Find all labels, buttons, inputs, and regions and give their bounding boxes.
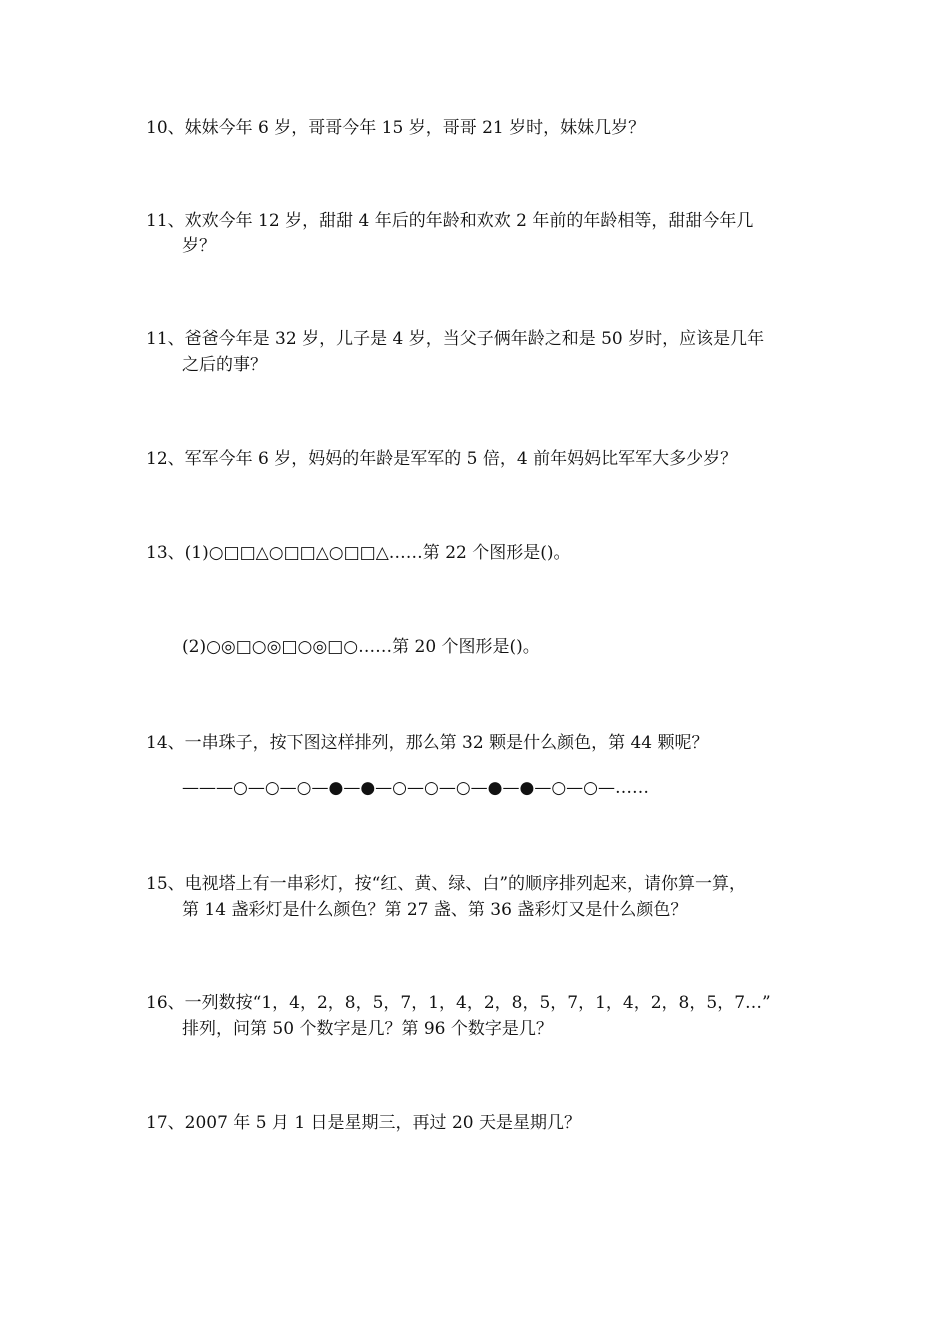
question-13-part-2: (2)○◎□○◎□○◎□○……第 20 个图形是()。 xyxy=(182,637,540,657)
question-16-line-2: 排列，问第 50 个数字是几？第 96 个数字是几？ xyxy=(182,1019,553,1039)
question-12: 12、军军今年 6 岁，妈妈的年龄是军军的 5 倍，4 前年妈妈比军军大多少岁？ xyxy=(146,449,738,469)
question-17: 17、2007 年 5 月 1 日是星期三，再过 20 天是星期几？ xyxy=(146,1113,581,1133)
question-16-line-1: 16、一列数按“1，4，2，8，5，7，1，4，2，8，5，7，1，4，2，8，5，7…” xyxy=(146,993,771,1013)
question-11a-line-2: 岁？ xyxy=(182,236,216,256)
question-14: 14、一串珠子，按下图这样排列，那么第 32 颗是什么颜色，第 44 颗呢？ xyxy=(146,733,709,753)
question-11b-line-1: 11、爸爸今年是 32 岁，儿子是 4 岁，当父子俩年龄之和是 50 岁时，应该是几年 xyxy=(146,329,765,349)
question-11b-line-2: 之后的事？ xyxy=(182,355,267,375)
question-15-line-1: 15、电视塔上有一串彩灯，按“红、黄、绿、白”的顺序排列起来，请你算一算， xyxy=(146,874,747,894)
question-15-line-2: 第 14 盏彩灯是什么颜色？第 27 盏、第 36 盏彩灯又是什么颜色？ xyxy=(182,900,688,920)
question-13-part-1: 13、(1)○□□△○□□△○□□△……第 22 个图形是()。 xyxy=(146,543,571,563)
question-10: 10、妹妹今年 6 岁，哥哥今年 15 岁，哥哥 21 岁时，妹妹几岁？ xyxy=(146,118,646,138)
question-11a-line-1: 11、欢欢今年 12 岁，甜甜 4 年后的年龄和欢欢 2 年前的年龄相等，甜甜今年几 xyxy=(146,211,754,231)
bead-sequence: ———○—○—○—●—●—○—○—○—●—●—○—○—…… xyxy=(182,778,650,798)
